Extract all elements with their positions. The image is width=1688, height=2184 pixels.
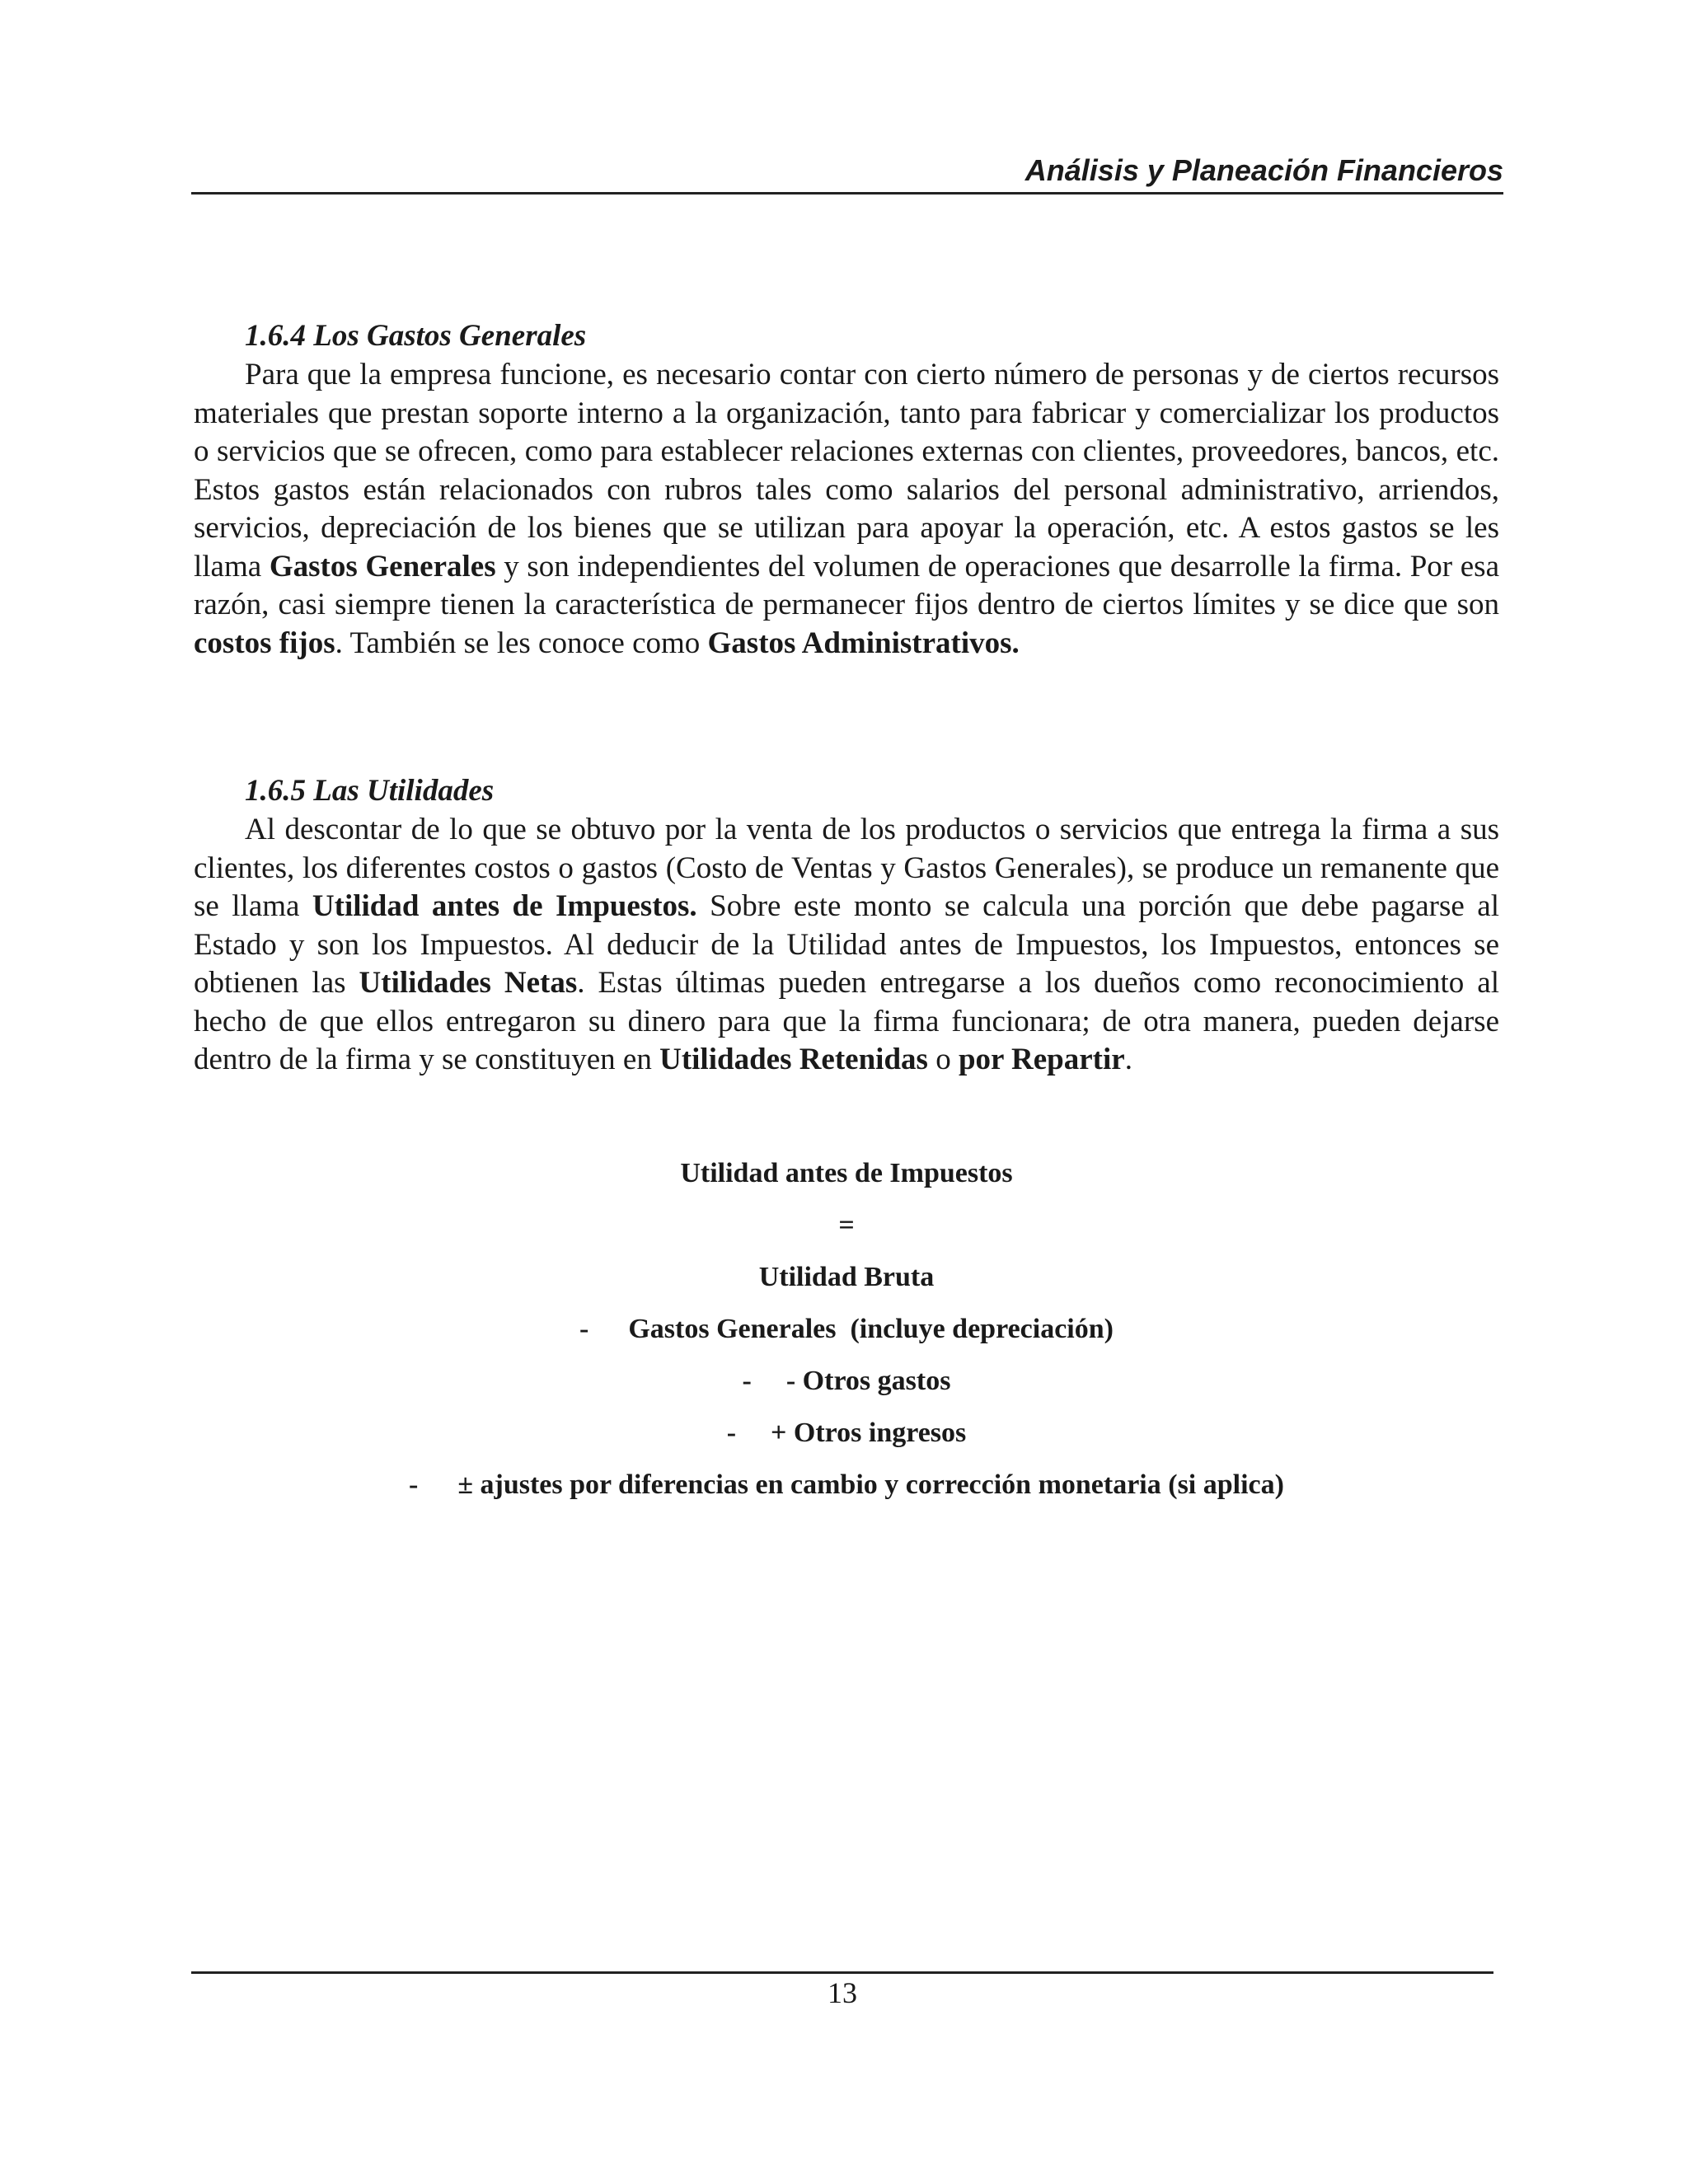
- bold-term: Gastos Generales: [269, 549, 496, 583]
- text-run: .: [1124, 1043, 1132, 1076]
- formula-term: + Otros ingresos: [771, 1418, 967, 1448]
- formula-term: Gastos Generales (incluye depreciación): [628, 1314, 1114, 1344]
- formula-line: [194, 1155, 1499, 1207]
- formula-minus: -: [742, 1366, 752, 1396]
- bold-term: costos fijos: [194, 626, 335, 660]
- formula-line: [194, 1467, 1499, 1519]
- formula-equals: =: [838, 1210, 855, 1240]
- formula-line: [194, 1415, 1499, 1467]
- page-number: 13: [828, 1976, 857, 2009]
- section-gastos-generales: [194, 316, 1499, 663]
- formula-line: [194, 1311, 1499, 1363]
- text-run: Para que la empresa funcione, es necesario contar con cierto número de personas y de ciertos recursos materiales que prestan soporte interno a la organización, tanto para fabricar y comercializar los productos o servicios que se ofrecen, como para establecer relaciones externas con clientes, proveedores, bancos, etc. Estos gastos están relacionados con rubros tales como salarios del personal administrativo, arriendos, servicios, depreciación de los bienes que se utilizan para apoyar la operación, etc. A estos gastos se les llama: [194, 358, 1499, 583]
- formula-term: Utilidad antes de Impuestos: [680, 1158, 1013, 1188]
- text-run: . También se les conoce como: [335, 626, 708, 660]
- formula-line: [194, 1363, 1499, 1415]
- section-heading: 1.6.5 Las Utilidades: [245, 774, 495, 808]
- formula-minus: -: [409, 1469, 419, 1500]
- running-header-title: Análisis y Planeación Financieros: [1025, 153, 1503, 187]
- bold-term: por Repartir: [958, 1043, 1125, 1076]
- bold-term: Utilidades Retenidas: [659, 1043, 928, 1076]
- bold-term: Gastos Administrativos.: [707, 626, 1020, 660]
- formula-minus: -: [726, 1418, 737, 1448]
- profit-formula: [194, 1155, 1499, 1519]
- body-paragraph: [194, 811, 1499, 1080]
- text-run: o: [927, 1043, 959, 1076]
- text-run: y son independientes del volumen de operaciones que desarrolle la firma. Por esa razón, casi siempre tienen la característica de permanecer fijos dentro de ciertos límites y se dice que son: [194, 549, 1499, 621]
- header-rule: [191, 192, 1503, 194]
- text-run: . Estas últimas pueden entregarse a los dueños como reconocimiento al hecho de que ellos entregaron su dinero para que la firma funcionara; de otra manera, pueden dejarse dentro de la firma y se constituyen en: [194, 966, 1499, 1076]
- formula-line: [194, 1259, 1499, 1311]
- section-utilidades: [194, 771, 1499, 1080]
- formula-minus: -: [579, 1314, 589, 1344]
- formula-term: ± ajustes por diferencias en cambio y corrección monetaria (si aplica): [457, 1469, 1284, 1500]
- bold-term: Utilidad antes de Impuestos.: [312, 889, 697, 923]
- text-run: Al descontar de lo que se obtuvo por la venta de los productos o servicios que entrega la firma a sus clientes, los diferentes costos o gastos (Costo de Ventas y Gastos Generales), se produce un remanente que se llama: [194, 813, 1499, 923]
- text-run: Sobre este monto se calcula una porción que debe pagarse al Estado y son los Impuestos. Al deducir de la Utilidad antes de Impuestos, los Impuestos, entonces se obtienen las: [194, 889, 1499, 1000]
- formula-term: Utilidad Bruta: [758, 1262, 935, 1292]
- bold-term: Utilidades Netas: [359, 966, 578, 1000]
- formula-line: [194, 1207, 1499, 1259]
- formula-term: - Otros gastos: [785, 1366, 951, 1396]
- body-paragraph: [194, 356, 1499, 663]
- section-heading: 1.6.4 Los Gastos Generales: [245, 319, 587, 353]
